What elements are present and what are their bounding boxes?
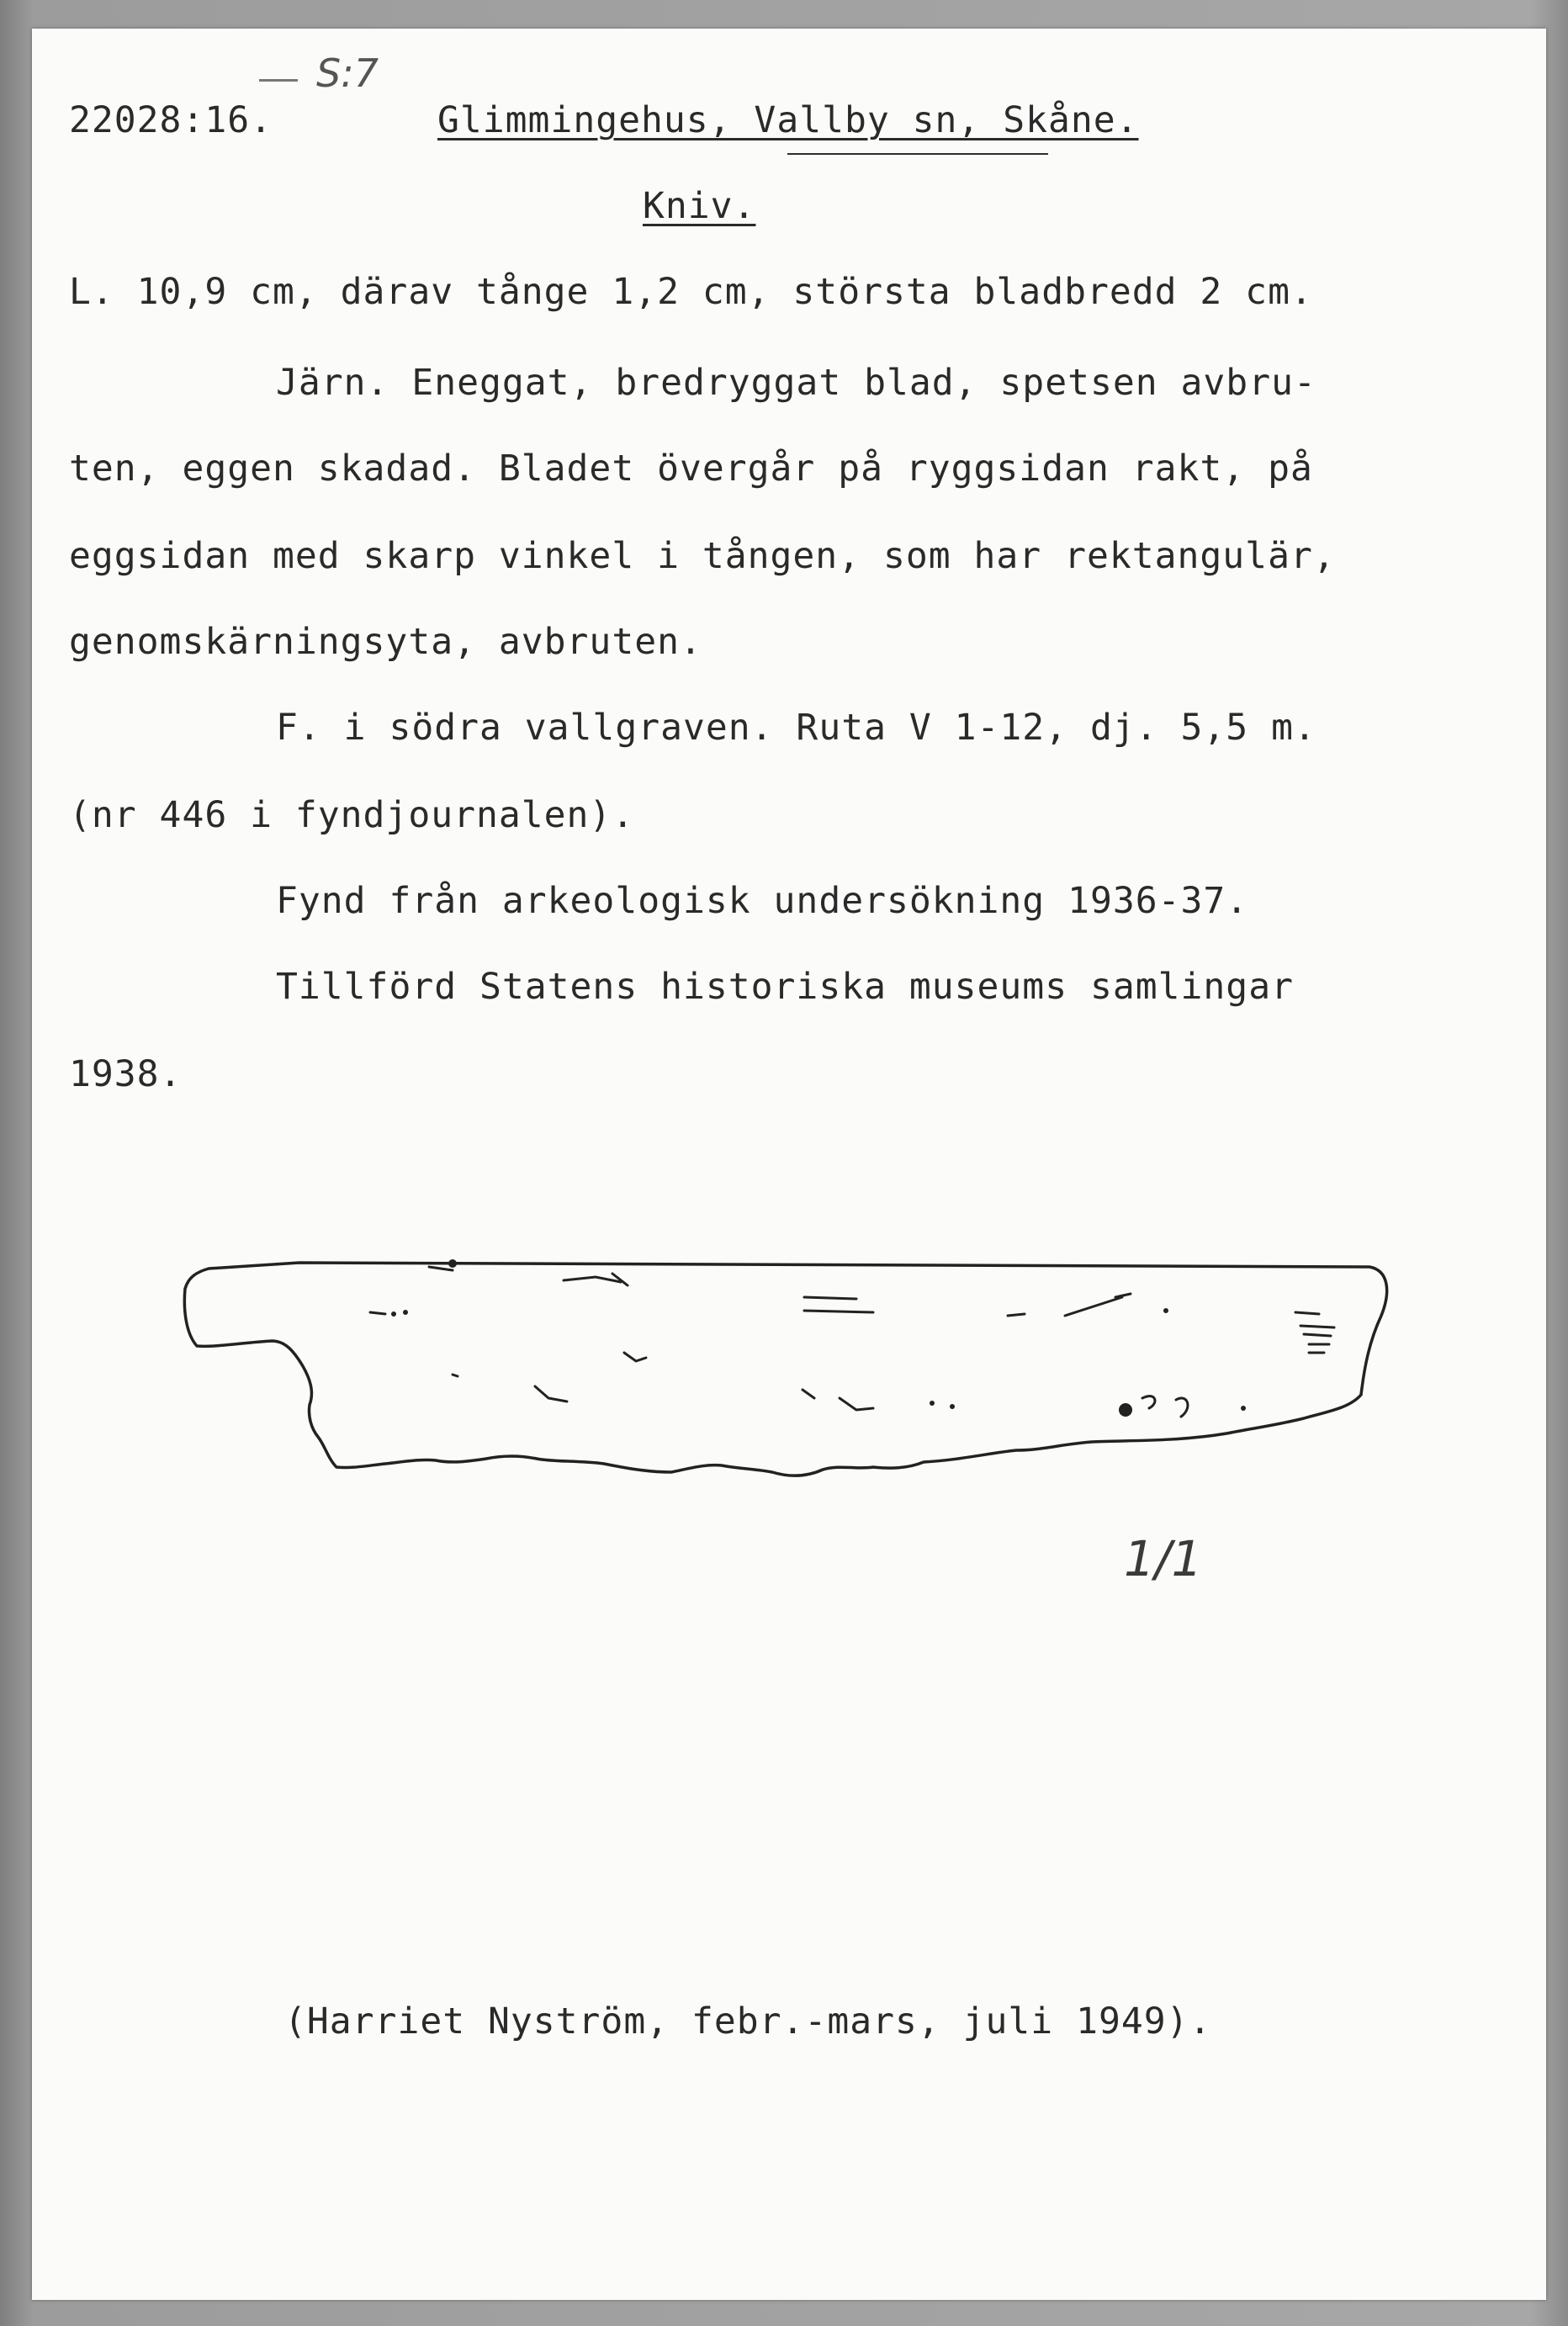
accession-line-2: 1938. xyxy=(69,1053,183,1095)
knife-dots xyxy=(391,1259,1246,1417)
knife-texture-marks xyxy=(370,1267,1334,1417)
author-line: (Harriet Nyström, febr.-mars, juli 1949). xyxy=(284,2000,1212,2043)
locality-heading: Glimmingehus, Vallby sn, Skåne. xyxy=(437,99,1139,141)
description-line-2: ten, eggen skadad. Bladet övergår på ryggsidan rakt, på xyxy=(69,448,1313,490)
knife-outline xyxy=(184,1263,1386,1476)
measurements-line: L. 10,9 cm, därav tånge 1,2 cm, största bladbredd 2 cm. xyxy=(69,271,1313,313)
catalogue-card xyxy=(32,29,1546,2300)
pencil-mark: S:7 xyxy=(316,50,379,96)
accession-line-1: Tillförd Statens historiska museums samlingar xyxy=(276,966,1294,1008)
description-line-4: genomskärningsyta, avbruten. xyxy=(69,621,702,663)
description-line-3: eggsidan med skarp vinkel i tången, som har rektangulär, xyxy=(69,535,1336,577)
scale-mark: 1/1 xyxy=(1124,1530,1203,1587)
description-line-1: Järn. Eneggat, bredryggat blad, spetsen avbru- xyxy=(276,362,1316,404)
excavation-line: Fynd från arkeologisk undersökning 1936-37. xyxy=(276,880,1249,922)
knife-drawing xyxy=(32,29,1546,1627)
object-title: Kniv. xyxy=(643,185,756,227)
catalogue-number: 22028:16. xyxy=(69,99,273,141)
find-line-2: (nr 446 i fyndjournalen). xyxy=(69,794,635,836)
find-line-1: F. i södra vallgraven. Ruta V 1-12, dj. 5,5 m. xyxy=(276,707,1316,749)
